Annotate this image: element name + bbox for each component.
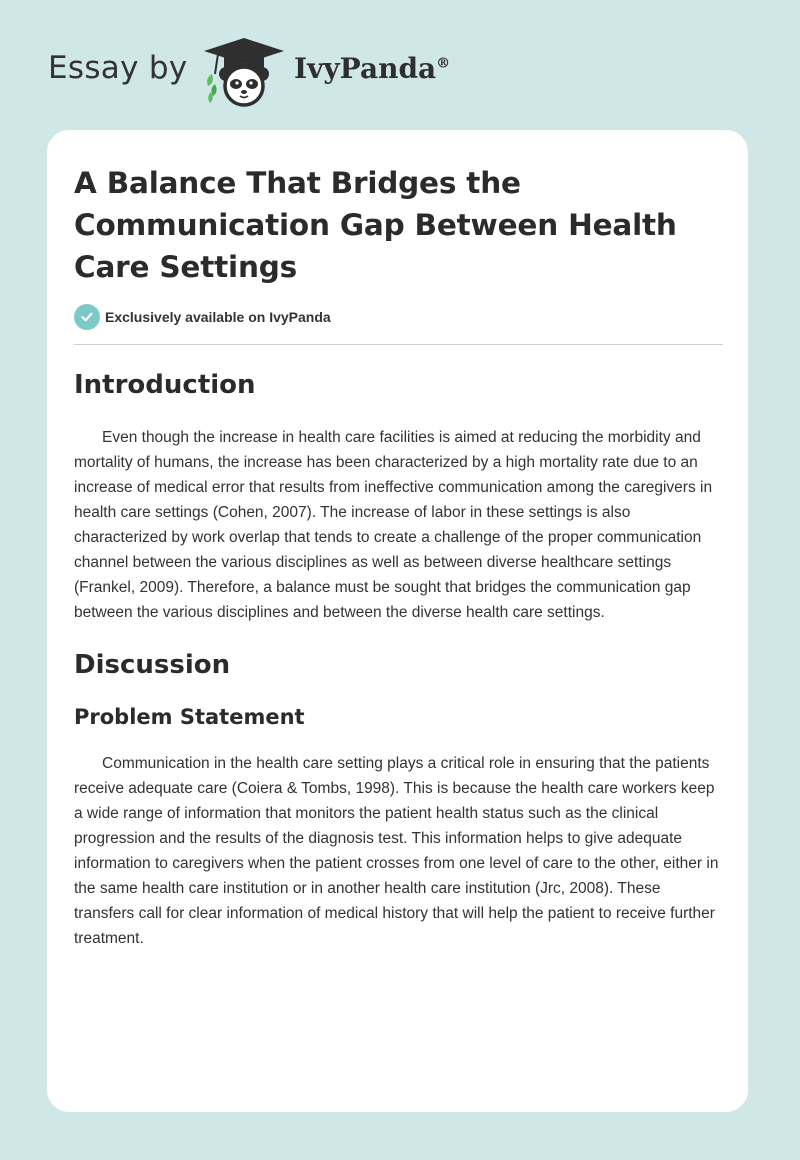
introduction-paragraph: Even though the increase in health care facilities is aimed at reducing the morbidity and mortality of humans, the increase has been characterized by a high mortality rate due to an increase of medical error that results from ineffective communication among the caregivers in health care settings (Cohen, 2007). The increase of labor in these settings is also characterized by work overlap that tends to create a challenge of the proper communication channel between the various disciplines as well as between diverse healthcare settings (Frankel, 2009). Therefore, a balance must be sought that bridges the communication gap between the various disciplines and between the diverse health care settings. <box>74 429 713 621</box>
brand-name-text: IvyPanda <box>294 52 437 85</box>
essay-title: A Balance That Bridges the Communication Gap Between Health Care Settings <box>74 166 677 284</box>
section-heading-discussion: Discussion <box>74 650 231 680</box>
registered-mark: ® <box>436 55 451 72</box>
brand-name[interactable] <box>294 52 450 85</box>
site-header <box>48 30 508 110</box>
exclusive-badge <box>74 302 723 332</box>
panda-graduate-icon[interactable] <box>198 34 290 110</box>
essay-card <box>47 130 748 1112</box>
exclusive-badge-label: Exclusively available on IvyPanda <box>105 309 331 325</box>
subheading-problem-statement: Problem Statement <box>74 705 305 729</box>
problem-statement-paragraph: Communication in the health care setting plays a critical role in ensuring that the patients receive adequate care (Coiera & Tombs, 1998). This is because the health care workers keep a wide range of information that monitors the patient health status such as the clinical progression and the results of the diagnosis test. This information helps to give adequate information to caregivers when the patient crosses from one level of care to the other, either in the same health care institution or in another health care institution (Jrc, 2008). These transfers call for clear information of medical history that will help the patient to receive further treatment. <box>74 755 719 947</box>
essay-by-label: Essay by <box>48 50 188 86</box>
essay-content <box>74 162 723 951</box>
section-heading-introduction: Introduction <box>74 370 256 400</box>
title-divider <box>74 344 723 345</box>
check-circle-icon <box>74 304 100 330</box>
